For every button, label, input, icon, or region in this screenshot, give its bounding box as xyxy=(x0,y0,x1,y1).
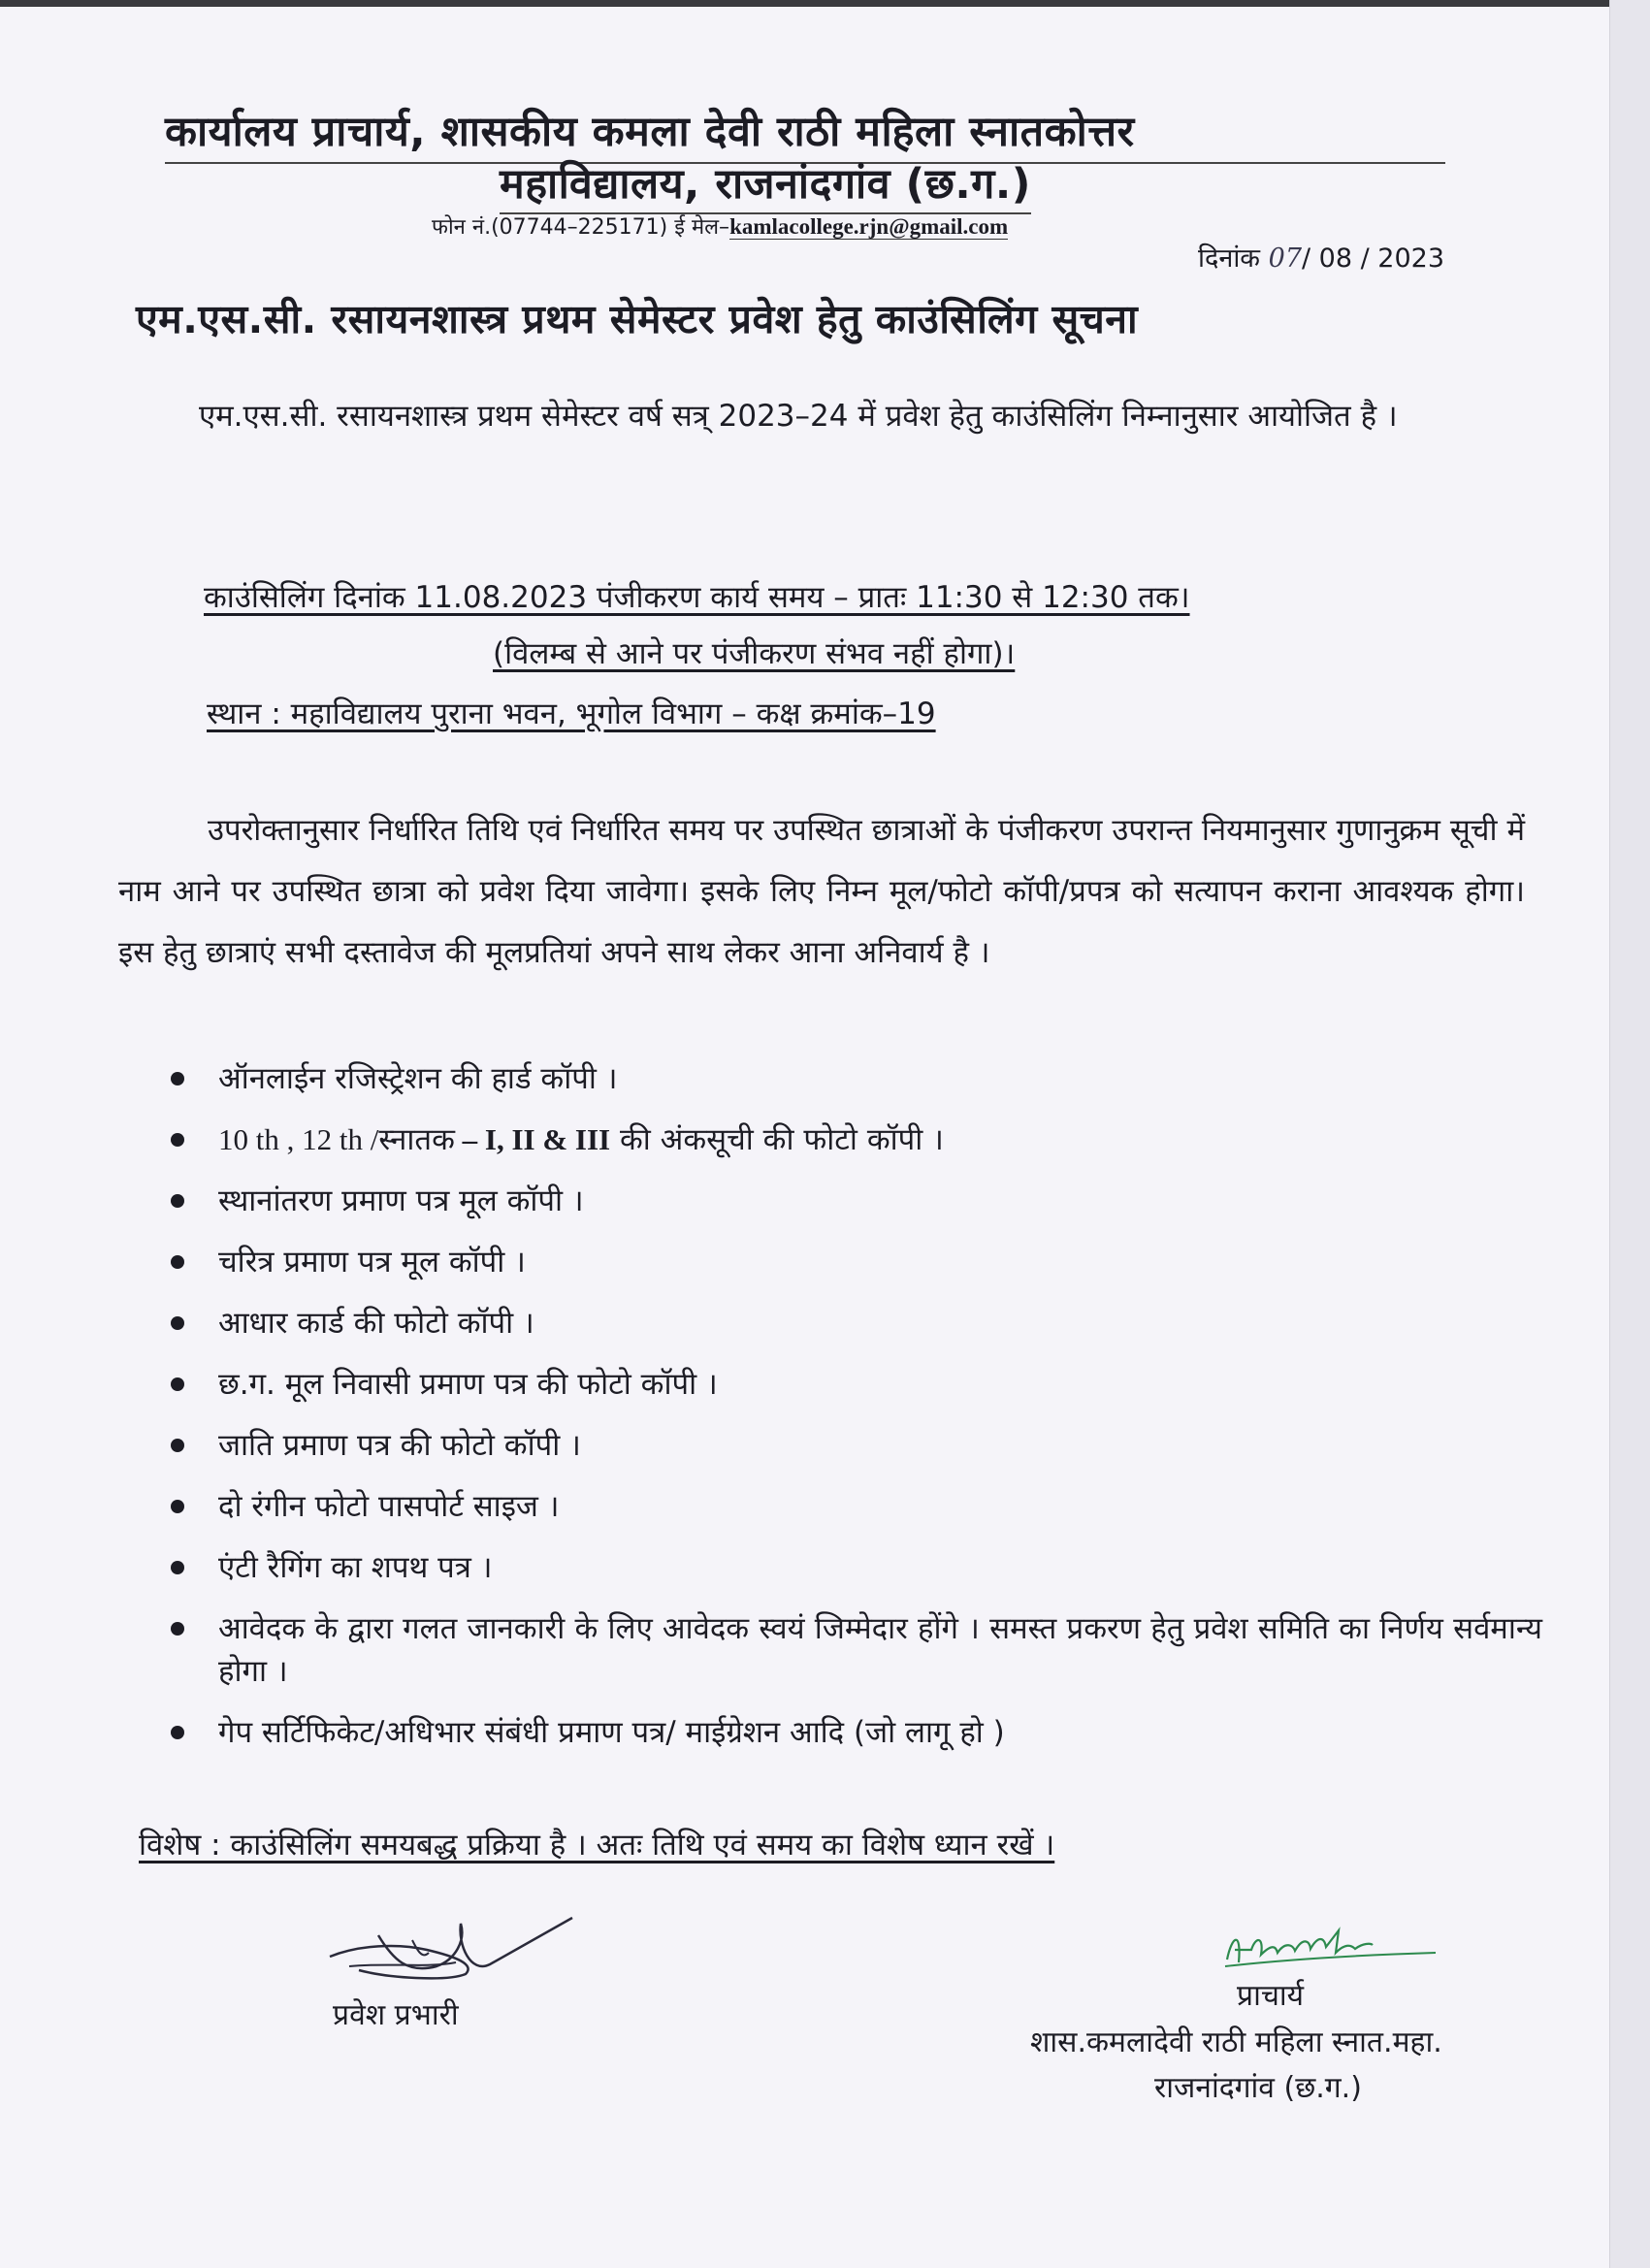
list-item-text: आधार कार्ड की फोटो कॉपी । xyxy=(218,1306,534,1341)
bullet-icon xyxy=(171,1255,184,1269)
list-item-text-bold: – I, II & III xyxy=(462,1122,611,1156)
notice-date xyxy=(1198,239,1444,275)
bullet-icon xyxy=(171,1316,184,1330)
instructions-paragraph xyxy=(118,800,1525,984)
list-item xyxy=(165,1302,1542,1345)
bullet-icon xyxy=(171,1622,184,1636)
bullet-icon xyxy=(171,1500,184,1513)
list-item xyxy=(165,1241,1542,1283)
list-item-text: एंटी रैगिंग का शपथ पत्र । xyxy=(218,1550,493,1585)
list-item-text: गेप सर्टिफिकेट/अधिभार संबंधी प्रमाण पत्र/ माईग्रेशन आदि (जो लागू हो ) xyxy=(218,1715,1005,1750)
required-documents-list xyxy=(165,1057,1542,1772)
counseling-venue: स्थान : महाविद्यालय पुराना भवन, भूगोल विभाग – कक्ष क्रमांक–19 xyxy=(207,697,936,731)
list-item-text: आवेदक के द्वारा गलत जानकारी के लिए आवेदक स्वयं जिम्मेदार होंगे । समस्त प्रकरण हेतु प्रवेश समिति का निर्णय सर्वमान्य होगा । xyxy=(218,1611,1542,1689)
principal-institution: शास.कमलादेवी राठी महिला स्नात.महा. xyxy=(1030,2025,1442,2059)
list-item-text: चरित्र प्रमाण पत्र मूल कॉपी । xyxy=(218,1245,526,1280)
date-day-handwritten: 07 xyxy=(1268,243,1302,274)
principal-place: राजनांदगांव (छ.ग.) xyxy=(1154,2071,1362,2105)
intro-paragraph: एम.एस.सी. रसायनशास्त्र प्रथम सेमेस्टर वर्ष सत्र् 2023–24 में प्रवेश हेतु काउंसिलिंग निम्नानुसार आयोजित है । xyxy=(199,399,1398,434)
bullet-icon xyxy=(171,1439,184,1452)
principal-title: प्राचार्य xyxy=(1237,1979,1305,2013)
special-note: विशेष : काउंसिलिंग समयबद्ध प्रक्रिया है । अतः तिथि एवं समय का विशेष ध्यान रखें । xyxy=(139,1828,1055,1863)
list-item xyxy=(165,1118,1542,1161)
list-item xyxy=(165,1485,1542,1528)
list-item-text: 10 th , 12 th /स्नातक xyxy=(218,1122,463,1156)
scan-right-edge xyxy=(1609,0,1650,2268)
counseling-date-time: काउंसिलिंग दिनांक 11.08.2023 पंजीकरण कार्य समय – प्रातः 11:30 से 12:30 तक। xyxy=(204,580,1190,615)
instructions-text: उपरोक्तानुसार निर्धारित तिथि एवं निर्धारित समय पर उपस्थित छात्राओं के पंजीकरण उपरान्त नियमानुसार गुणानुक्रम सूची में नाम आने पर उपस्थित छात्रा को प्रवेश दिया जावेगा। इसके लिए निम्न मूल/फोटो कॉपी/प्रपत्र को सत्यापन कराना आवश्यक होगा। इस हेतु छात्राएं सभी दस्तावेज की मूलप्रतियां अपने साथ लेकर आना अनिवार्य है । xyxy=(118,813,1525,970)
list-item xyxy=(165,1424,1542,1467)
bullet-icon xyxy=(171,1561,184,1574)
email-address: kamlacollege.rjn@gmail.com xyxy=(729,214,1009,239)
bullet-icon xyxy=(171,1726,184,1739)
bullet-icon xyxy=(171,1377,184,1391)
office-header-line2: महाविद्यालय, राजनांदगांव (छ.ग.) xyxy=(500,153,1031,214)
date-label: दिनांक xyxy=(1198,243,1261,274)
list-item xyxy=(165,1711,1542,1754)
office-header-line1: कार्यालय प्राचार्य, शासकीय कमला देवी राठी महिला स्नातकोत्तर xyxy=(165,101,1445,164)
list-item xyxy=(165,1363,1542,1406)
bullet-icon xyxy=(171,1072,184,1085)
list-item-text: दो रंगीन फोटो पासपोर्ट साइज । xyxy=(218,1489,560,1524)
list-item xyxy=(165,1057,1542,1100)
list-item xyxy=(165,1546,1542,1589)
list-item-text: स्थानांतरण प्रमाण पत्र मूल कॉपी । xyxy=(218,1183,584,1218)
phone-label: फोन नं.(07744–225171) ई मेल– xyxy=(432,215,730,240)
late-arrival-note: (विलम्ब से आने पर पंजीकरण संभव नहीं होगा)। xyxy=(493,636,1016,671)
contact-line xyxy=(432,211,1008,241)
list-item xyxy=(165,1180,1542,1222)
admission-incharge-signature xyxy=(320,1906,592,1998)
list-item xyxy=(165,1607,1542,1693)
scan-top-edge xyxy=(0,0,1650,7)
admission-incharge-label: प्रवेश प्रभारी xyxy=(333,1998,459,2032)
list-item-text: जाति प्रमाण पत्र की फोटो कॉपी । xyxy=(218,1428,581,1463)
bullet-icon xyxy=(171,1133,184,1147)
list-item-text: ऑनलाईन रजिस्ट्रेशन की हार्ड कॉपी । xyxy=(218,1061,618,1096)
list-item-text: की अंकसूची की फोटो कॉपी । xyxy=(610,1122,944,1157)
date-month-year: / 08 / 2023 xyxy=(1302,243,1445,274)
notice-title: एम.एस.सी. रसायनशास्त्र प्रथम सेमेस्टर प्रवेश हेतु काउंसिलिंग सूचना xyxy=(136,296,1139,342)
bullet-icon xyxy=(171,1194,184,1208)
list-item-text: छ.ग. मूल निवासी प्रमाण पत्र की फोटो कॉपी । xyxy=(218,1367,718,1402)
